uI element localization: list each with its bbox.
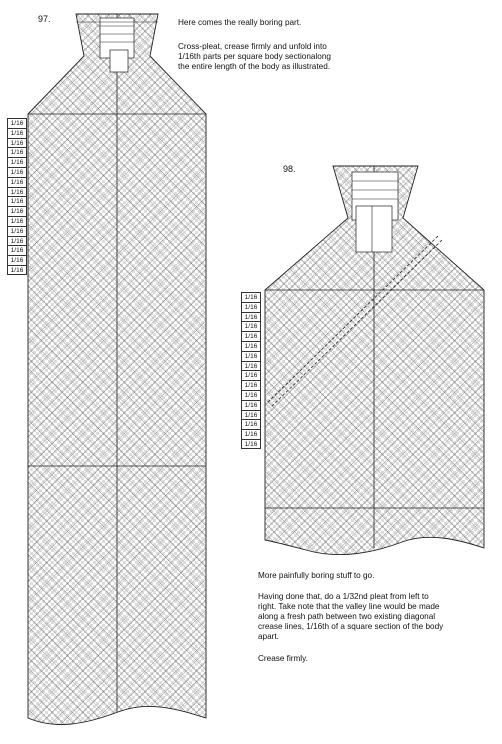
ruler-98-label: 1/16 [241,361,261,371]
step-98-line-3: along a fresh path between two existing diagonal [258,612,436,621]
ruler-98-label: 1/16 [241,419,261,429]
ruler-97-label: 1/16 [7,177,27,187]
step-98-line-5: apart. [258,632,279,641]
ruler-98-label: 1/16 [241,439,261,449]
step-98-text-outro: Crease firmly. [258,654,308,663]
step-98-line-2: right. Take note that the valley line would be made [258,602,440,611]
figure-98-neck [352,172,398,252]
ruler-97-label: 1/16 [7,245,27,255]
ruler-98-label: 1/16 [241,351,261,361]
step-98-text-intro: More painfully boring stuff to go. [258,571,375,580]
step-97-line-3: the entire length of the body as illustrated. [178,62,331,71]
ruler-98-label: 1/16 [241,341,261,351]
step-97-line-2: 1/16th parts per square body sectionalong [178,52,331,61]
ruler-98-label: 1/16 [241,331,261,341]
step-97-text-instructions [178,42,398,72]
ruler-98-label: 1/16 [241,380,261,390]
ruler-97-label: 1/16 [7,226,27,236]
figure-98-body [258,160,493,570]
ruler-98 [241,292,261,449]
ruler-97-label: 1/16 [7,206,27,216]
ruler-97-label: 1/16 [7,265,27,275]
step-98-line-1: Having done that, do a 1/32nd pleat from left to [258,592,429,601]
ruler-97-label: 1/16 [7,128,27,138]
ruler-97-label: 1/16 [7,187,27,197]
ruler-98-label: 1/16 [241,292,261,302]
step-97-text-intro: Here comes the really boring part. [178,18,302,27]
ruler-98-label: 1/16 [241,410,261,420]
ruler-97-label: 1/16 [7,118,27,128]
step-98-number: 98. [283,164,296,174]
ruler-98-label: 1/16 [241,370,261,380]
ruler-97-label: 1/16 [7,157,27,167]
step-98-line-4: crease lines, 1/16th of a square section of the body [258,622,444,631]
ruler-98-label: 1/16 [241,400,261,410]
ruler-97-label: 1/16 [7,167,27,177]
step-97-number: 97. [38,14,51,24]
ruler-97-label: 1/16 [7,255,27,265]
ruler-98-label: 1/16 [241,429,261,439]
step-98-text-instructions [258,592,498,642]
ruler-97-label: 1/16 [7,147,27,157]
ruler-98-label: 1/16 [241,321,261,331]
ruler-97 [7,118,27,275]
step-97-line-1: Cross-pleat, crease firmly and unfold into [178,42,327,51]
figure-97-body [20,10,215,730]
ruler-97-label: 1/16 [7,196,27,206]
ruler-97-label: 1/16 [7,236,27,246]
ruler-98-label: 1/16 [241,390,261,400]
ruler-98-label: 1/16 [241,302,261,312]
ruler-98-label: 1/16 [241,312,261,322]
ruler-97-label: 1/16 [7,216,27,226]
ruler-97-label: 1/16 [7,138,27,148]
